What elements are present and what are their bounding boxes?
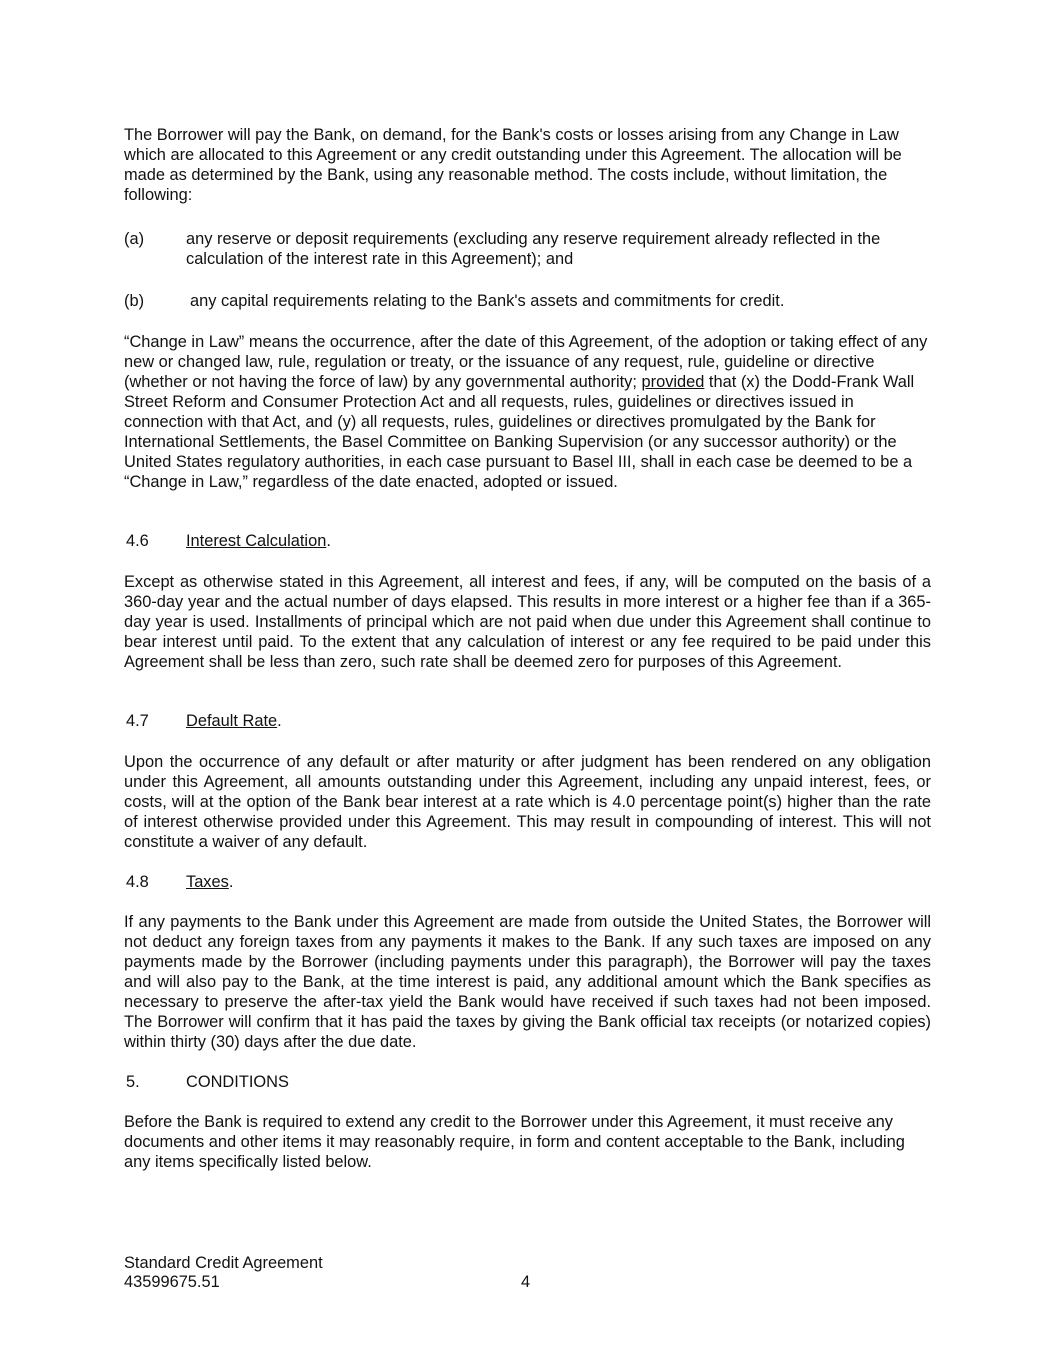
section-heading-4-7: 4.7 Default Rate. (126, 712, 282, 730)
section-number: 5. (126, 1073, 140, 1091)
section-heading-4-6: 4.6 Interest Calculation. (126, 532, 331, 550)
intro-paragraph: The Borrower will pay the Bank, on demand, for the Bank's costs or losses arising from any Change in Law which are allocated to this Agreement or any credit outstanding under this Agreement. The allocation will be made as determined by the Bank, using any reasonable method. The costs include, without limitation, the following: (124, 126, 902, 204)
page-number: 4 (521, 1273, 531, 1291)
section-number: 4.6 (126, 532, 149, 550)
change-in-law-text-before: “Change in Law” means the occurrence, after the date of this Agreement, of the adoption or taking effect of any new or changed law, rule, regulation or treaty, or the issuance of any request, rule, guideline or directive (whether or not having the force of law) by any governmental authority; (124, 333, 928, 391)
list-item-label: (a) (124, 230, 145, 248)
section-title: Taxes (186, 873, 229, 891)
section-heading-5 (124, 1072, 931, 1092)
conditions-body: Before the Bank is required to extend any credit to the Borrower under this Agreement, it must receive any documents and other items it may reasonably require, in form and content acceptable to the Bank, including any items specifically listed below. (124, 1113, 905, 1171)
section-body-4-7: Upon the occurrence of any default or after maturity or after judgment has been rendered on any obligation under this Agreement, all amounts outstanding under this Agreement, including any unpaid interest, fees, or costs, will at the option of the Bank bear interest at a rate which is 4.0 percentage point(s) higher than the rate of interest otherwise provided under this Agreement. This may result in compounding of interest. This will not constitute a waiver of any default. (124, 753, 931, 851)
provided-underlined-term: provided (641, 373, 705, 391)
footer-doc-number: 43599675.51 (124, 1273, 220, 1291)
section-body-4-8: If any payments to the Bank under this Agreement are made from outside the United States, the Borrower will not deduct any foreign taxes from any payments it makes to the Bank. If any such taxes are imposed on any payments made by the Borrower (including payments under this paragraph), the Borrower will pay the taxes and will also pay to the Bank, at the time interest is paid, any additional amount which the Bank specifies as necessary to preserve the after-tax yield the Bank would have received if such taxes had not been imposed. The Borrower will confirm that it has paid the taxes by giving the Bank official tax receipts (or notarized copies) within thirty (30) days after the due date. (124, 913, 931, 1051)
section-body-4-6: Except as otherwise stated in this Agreement, all interest and fees, if any, will be computed on the basis of a 360-day year and the actual number of days elapsed. This results in more interest or a higher fee than if a 365-day year is used. Installments of principal which are not paid when due under this Agreement shall continue to bear interest until paid. To the extent that any calculation of interest or any fee required to be paid under this Agreement shall be less than zero, such rate shall be deemed zero for purposes of this Agreement. (124, 573, 931, 671)
section-title: CONDITIONS (186, 1073, 289, 1091)
section-title: Default Rate (186, 712, 278, 730)
list-item-label: (b) (124, 292, 145, 310)
section-number: 4.8 (126, 873, 149, 891)
section-number: 4.7 (126, 712, 149, 730)
footer-title: Standard Credit Agreement (124, 1254, 323, 1272)
section-title: Interest Calculation (186, 532, 327, 550)
list-item-text: any capital requirements relating to the Bank's assets and commitments for credit. (190, 292, 785, 310)
list-item-text: any reserve or deposit requirements (excluding any reserve requirement already reflected in the calculation of the interest rate in this Agreement); and (186, 230, 881, 268)
list-item-b (124, 291, 931, 311)
change-in-law-text-after: that (x) the Dodd-Frank Wall Street Reform and Consumer Protection Act and all requests, rules, guidelines or directives issued in connection with that Act, and (y) all requests, rules, guidelines or directives promulgated by the Bank for International Settlements, the Basel Committee on Banking Supervision (or any successor authority) or the United States regulatory authorities, in each case pursuant to Basel III, shall in each case be deemed to be a “Change in Law,” regardless of the date enacted, adopted or issued. (124, 373, 915, 491)
change-in-law-paragraph (124, 332, 931, 492)
section-heading-4-8: 4.8 Taxes. (126, 873, 234, 891)
list-item-a (124, 229, 931, 268)
